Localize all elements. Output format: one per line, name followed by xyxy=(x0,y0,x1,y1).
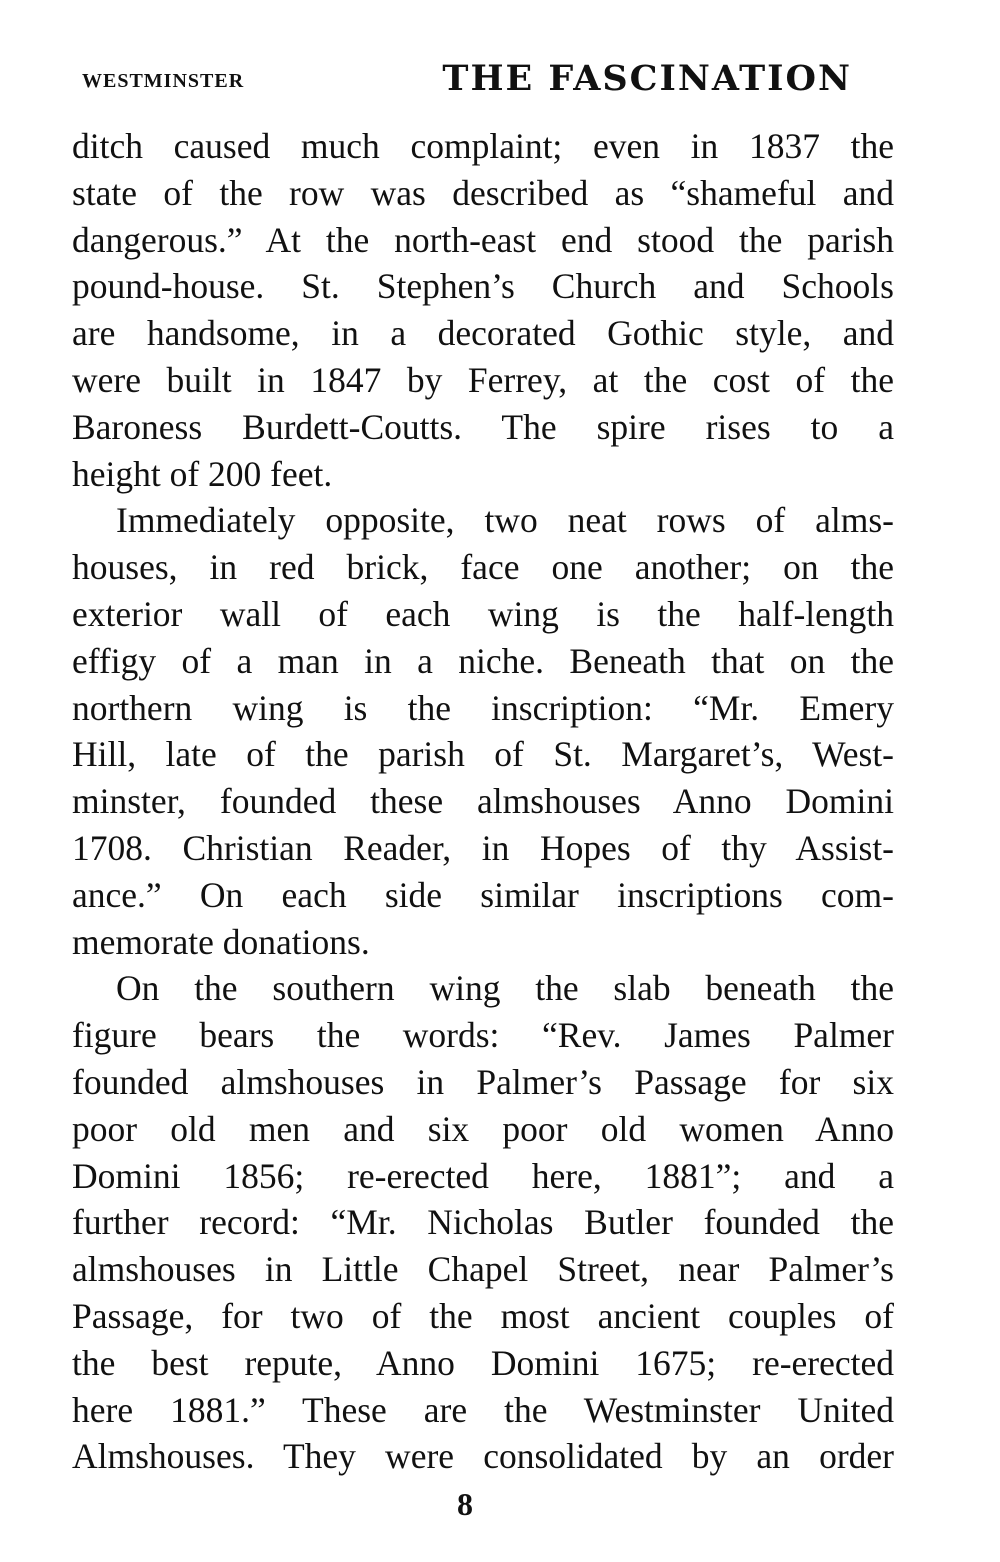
text-line: were built in 1847 by Ferrey, at the cost of the xyxy=(72,359,894,400)
text-line: figure bears the words: “Rev. James Palmer xyxy=(72,1015,894,1056)
body-text xyxy=(72,123,894,1480)
paragraph-2 xyxy=(72,497,894,965)
text-line: 1708. Christian Reader, in Hopes of thy Assist- xyxy=(72,827,894,868)
text-line: northern wing is the inscription: “Mr. Emery xyxy=(72,687,894,728)
page-number: 8 xyxy=(457,1486,473,1522)
text-line: poor old men and six poor old women Anno xyxy=(72,1108,894,1149)
text-line: the best repute, Anno Domini 1675; re-erected xyxy=(72,1342,894,1383)
text-line: Hill, late of the parish of St. Margaret’s, West- xyxy=(72,734,894,775)
text-line: memorate donations. xyxy=(72,921,370,962)
text-line: houses, in red brick, face one another; on the xyxy=(72,547,894,588)
running-head xyxy=(82,58,852,106)
text-line: founded almshouses in Palmer’s Passage for six xyxy=(72,1061,894,1102)
text-line: Immediately opposite, two neat rows of alms- xyxy=(116,500,894,541)
running-head-section: WESTMINSTER xyxy=(82,70,245,92)
text-line: Passage, for two of the most ancient couples of xyxy=(72,1295,894,1336)
text-line: state of the row was described as “shameful and xyxy=(72,172,894,213)
text-line: ditch caused much complaint; even in 1837 the xyxy=(72,126,894,166)
text-line: further record: “Mr. Nicholas Butler founded the xyxy=(72,1202,894,1243)
running-head-title: THE FASCINATION xyxy=(442,58,852,99)
text-line: Domini 1856; re-erected here, 1881”; and a xyxy=(72,1155,894,1196)
text-line: effigy of a man in a niche. Beneath that on the xyxy=(72,640,894,681)
text-line: Baroness Burdett-Coutts. The spire rises to a xyxy=(72,406,894,447)
text-line: are handsome, in a decorated Gothic style, and xyxy=(72,313,894,354)
text-line: dangerous.” At the north-east end stood the parish xyxy=(72,219,894,260)
paragraph-3 xyxy=(72,965,894,1480)
text-line: minster, founded these almshouses Anno Domini xyxy=(72,781,894,822)
text-line: height of 200 feet. xyxy=(72,453,333,494)
text-line: here 1881.” These are the Westminster United xyxy=(72,1389,894,1430)
text-line: almshouses in Little Chapel Street, near Palmer’s xyxy=(72,1249,894,1290)
text-line: On the southern wing the slab beneath the xyxy=(116,968,894,1009)
text-line: pound-house. St. Stephen’s Church and Schools xyxy=(72,266,894,307)
text-line: ance.” On each side similar inscriptions com- xyxy=(72,874,894,915)
text-line: Almshouses. They were consolidated by an order xyxy=(72,1436,894,1477)
text-line: exterior wall of each wing is the half-length xyxy=(72,593,894,634)
paragraph-1 xyxy=(72,123,894,497)
